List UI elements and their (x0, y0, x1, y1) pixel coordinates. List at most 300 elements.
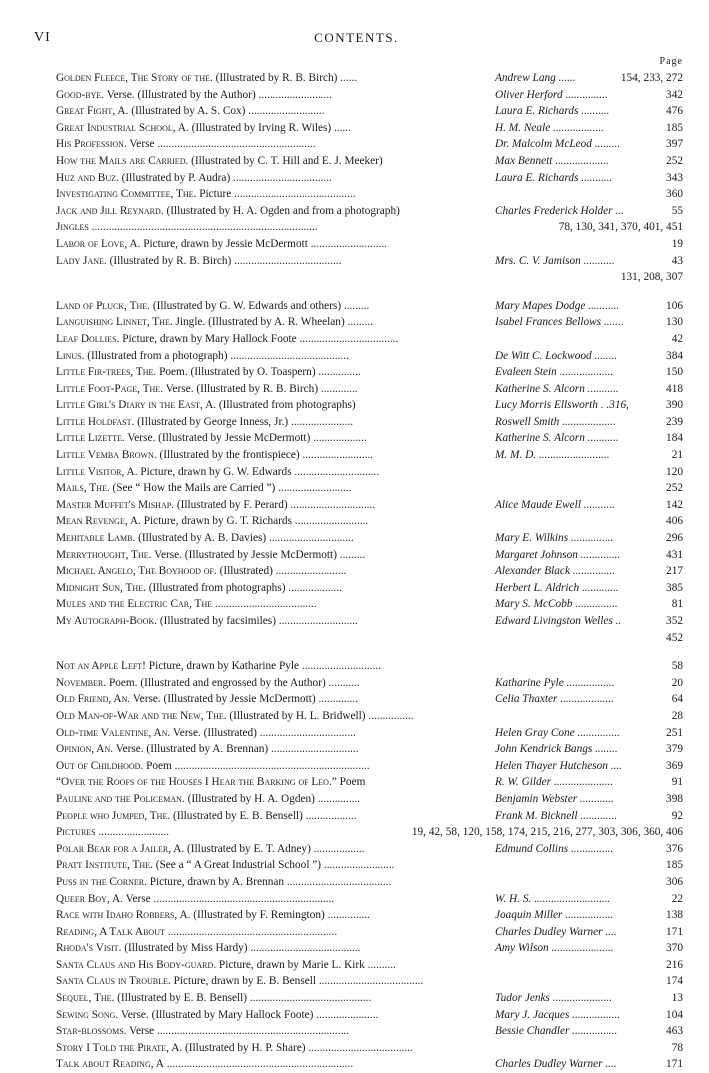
entry-description: Verse. (Illustrated by Jessie McDermott) .............. (132, 693, 359, 706)
entry-pages: 20 (671, 676, 683, 689)
toc-entry (56, 563, 683, 580)
entry-author: R. W. Gilder ..................... (495, 776, 614, 789)
entry-title: Good-bye. (56, 88, 105, 101)
entry-title-line (56, 186, 355, 203)
entry-description: Verse. (Illustrated by Jessie McDermott) ......... (154, 548, 366, 561)
toc-entry (56, 314, 683, 331)
toc-entry (56, 924, 683, 941)
entry-title-line (56, 563, 346, 580)
entry-author: Celia Thaxter ................... (495, 693, 614, 706)
entry-title-line (56, 87, 332, 104)
entry-description: Verse. (Illustrated by Mary Hallock Foote) ...................... (120, 1008, 379, 1021)
entry-pages: 142 (666, 498, 683, 511)
entry-description: (Illustrated by Miss Hardy) ....................................... (124, 942, 361, 955)
entry-title-line (56, 447, 373, 464)
entry-title-line (56, 298, 369, 315)
toc-entry (56, 691, 683, 708)
entry-author: Alexander Black ............... (495, 565, 616, 578)
entry-pages: 150 (666, 366, 683, 379)
entry-pages: 369 (666, 759, 683, 772)
entry-author: Herbert L. Aldrich ............. (495, 581, 619, 594)
entry-pages: 154, 233, 272 (620, 72, 683, 84)
entry-author: Roswell Smith ................... (495, 415, 616, 428)
entry-description: Poem. (Illustrated and engrossed by the Author) ........... (108, 676, 360, 689)
entry-title: Queer Boy, A. (56, 892, 123, 905)
toc-entry (56, 70, 683, 87)
entry-author: Max Bennett ................... (495, 154, 609, 167)
entry-pages: 55 (671, 204, 683, 217)
toc-entry (56, 708, 683, 725)
entry-description: (Illustrated by F. Remington) ............... (193, 909, 370, 922)
toc-entry (56, 298, 683, 315)
entry-title: Little Girl's Diary in the East, A. (56, 399, 217, 412)
entry-description: Verse .................................................................... (129, 1025, 350, 1038)
entry-author: Katherine S. Alcorn ........... (495, 382, 619, 395)
entry-description: (Illustrated by H. P. Share) ..................................... (185, 1041, 413, 1054)
entry-description: (Illustrated by C. T. Hill and E. J. Meeker) (191, 154, 383, 167)
entry-description: (See a “ A Great Industrial School ”) ......................... (155, 859, 395, 872)
toc-entry (56, 940, 683, 957)
entry-pages: 360 (666, 188, 683, 201)
entry-title-line (56, 924, 337, 941)
entry-author: Edmund Collins ............... (495, 842, 614, 855)
entry-pages: 78, 130, 341, 370, 401, 451 (558, 221, 683, 234)
toc-entry (56, 513, 683, 530)
entry-description: (Illustrated by R. B. Birch) ...................................... (109, 254, 342, 267)
entry-title: Little Vemba Brown. (56, 449, 157, 462)
entry-author: Isabel Frances Bellows ....... (495, 316, 624, 329)
entry-title: Golden Fleece, The Story of the. (56, 72, 213, 84)
entry-pages: 184 (666, 432, 683, 445)
toc-entry (56, 658, 683, 675)
entry-title-line (56, 1007, 378, 1024)
entry-title-line (56, 219, 318, 236)
entry-author: H. M. Neale .................. (495, 121, 604, 134)
toc-entry (56, 774, 683, 791)
toc-entry (56, 891, 683, 908)
entry-title: His Profession. (56, 138, 127, 151)
entry-description: (Illustrated by A. B. Davies) .............................. (138, 532, 354, 545)
entry-author: Alice Maude Ewell ........... (495, 498, 615, 511)
entry-pages: 452 (666, 631, 683, 644)
entry-pages: 306 (666, 875, 683, 888)
entry-author: Katharine Pyle ................. (495, 676, 615, 689)
entry-pages: 370 (666, 942, 683, 955)
entry-title-line (56, 464, 379, 481)
entry-description: Picture, drawn by Marie L. Kirk .......... (218, 958, 396, 971)
toc-entry (56, 907, 683, 924)
toc-entry (56, 725, 683, 742)
entry-title-line (56, 414, 353, 431)
entry-title-line (56, 397, 356, 414)
entry-description: (Illustrated) ......................... (219, 565, 347, 578)
entry-description: (Illustrated by P. Audra) ................................... (121, 171, 332, 184)
entry-pages: 379 (666, 743, 683, 756)
entry-pages: 78 (671, 1041, 683, 1054)
entry-title-line (56, 658, 381, 675)
entry-author: Bessie Chandler ................ (495, 1025, 618, 1038)
entry-description: ................................................................................ (91, 221, 318, 234)
entry-title: Santa Claus and His Body-guard. (56, 958, 217, 971)
toc-entry (56, 153, 683, 170)
entry-title: Sequel, The. (56, 992, 115, 1005)
entry-description: Picture, drawn by G. T. Richards .......................... (143, 515, 369, 528)
entry-title: Little Visitor, A. (56, 465, 138, 478)
entry-author: Amy Wilson ...................... (495, 942, 614, 955)
toc-entry (56, 236, 683, 253)
entry-description: (Illustrated by H. A. Ogden and from a photograph) (166, 204, 400, 217)
toc-entry (56, 136, 683, 153)
entry-title: Story I Told the Pirate, A. (56, 1041, 183, 1054)
toc-entry (56, 1023, 683, 1040)
entry-title-line (56, 725, 356, 742)
entry-title: Little Holdfast. (56, 415, 135, 428)
entry-description: Picture, drawn by Katharine Pyle ............................ (148, 660, 381, 673)
entry-author: Evaleen Stein ................... (495, 366, 614, 379)
toc-entry (56, 364, 683, 381)
toc-entry (56, 103, 683, 120)
entry-pages: 216 (666, 958, 683, 971)
entry-title: Puss in the Corner. (56, 875, 147, 888)
page-column-label: Page (659, 56, 683, 67)
toc-entry (56, 414, 683, 431)
entry-pages: 28 (671, 709, 683, 722)
entry-pages: 385 (666, 581, 683, 594)
toc-entry (56, 530, 683, 547)
entry-pages: 342 (666, 88, 683, 101)
toc-entry (56, 170, 683, 187)
entry-pages: 106 (666, 299, 683, 312)
entry-title-line (56, 480, 352, 497)
entry-author: Mary E. Wilkins ............... (495, 532, 614, 545)
entry-author: Laura E. Richards .......... (495, 105, 610, 118)
toc-entry (56, 331, 683, 348)
entry-pages: 42 (671, 332, 683, 345)
table-of-contents (56, 70, 683, 1073)
entry-title-line (56, 940, 361, 957)
toc-entry (56, 596, 683, 613)
entry-description: (Illustrated from photographs) (218, 399, 356, 412)
toc-entry (56, 203, 683, 220)
entry-title-line (56, 120, 351, 137)
entry-title: Sewing Song. (56, 1008, 119, 1021)
toc-section-2 (56, 298, 683, 646)
entry-title: Star-blossoms. (56, 1025, 127, 1038)
entry-author: W. H. S. ........................... (495, 892, 611, 905)
entry-description: (Illustrated by E. B. Bensell) .................. (173, 809, 357, 822)
entry-description: (See “ How the Mails are Carried ”) .......................... (112, 482, 352, 495)
entry-title: Talk about Reading, A (56, 1058, 164, 1071)
entry-title-line (56, 314, 373, 331)
entry-title: Linus. (56, 349, 85, 362)
entry-title-line (56, 857, 395, 874)
entry-title: Lady Jane. (56, 254, 107, 267)
entry-description: Verse. (Illustrated) .................................. (172, 726, 356, 739)
entry-author: Katherine S. Alcorn ........... (495, 432, 619, 445)
entry-author: Laura E. Richards ........... (495, 171, 613, 184)
toc-entry (56, 348, 683, 365)
entry-title-line (56, 381, 358, 398)
entry-author: Helen Thayer Hutcheson .... (495, 759, 623, 772)
entry-pages: 174 (666, 975, 683, 988)
entry-title: People who Jumped, The. (56, 809, 171, 822)
entry-title-line (56, 430, 367, 447)
entry-title: Little Lizette. (56, 432, 125, 445)
entry-pages: 390 (666, 399, 683, 412)
toc-entry (56, 808, 683, 825)
entry-pages: 398 (666, 792, 683, 805)
entry-title-line (56, 236, 387, 253)
entry-author: M. M. D. ......................... (495, 449, 610, 462)
entry-pages: 185 (666, 121, 683, 134)
entry-author: Andrew Lang ...... (495, 72, 576, 84)
entry-title-line (56, 675, 360, 692)
entry-pages: 463 (666, 1025, 683, 1038)
section-gap (56, 646, 683, 658)
entry-description: (Illustrated by A. S. Cox) ........................... (131, 105, 325, 118)
entry-pages: 91 (671, 776, 683, 789)
entry-pages: 217 (666, 565, 683, 578)
entry-author: Charles Dudley Warner .... (495, 1058, 617, 1071)
entry-description: Picture, drawn by E. B. Bensell ..................................... (173, 975, 424, 988)
entry-description: (Illustrated by facsimiles) ............................ (159, 615, 358, 627)
page-title: CONTENTS. (314, 30, 399, 45)
toc-entry (56, 1056, 683, 1073)
entry-title: Great Fight, A. (56, 105, 129, 118)
toc-entry (56, 464, 683, 481)
entry-author: Oliver Herford ............... (495, 88, 608, 101)
entry-title: Jack and Jill Reynard. (56, 204, 164, 217)
entry-title: Midnight Sun, The. (56, 581, 146, 594)
entry-title: November. (56, 676, 107, 689)
entry-title: Leaf Dollies. (56, 332, 120, 345)
entry-pages: 343 (666, 171, 683, 184)
toc-entry (56, 253, 683, 270)
entry-description: Jingle. (Illustrated by A. R. Wheelan) ......... (175, 316, 373, 329)
entry-title-line (56, 547, 365, 564)
entry-title-line (56, 103, 325, 120)
entry-title: Old-time Valentine, An. (56, 726, 171, 739)
entry-title-line (56, 596, 317, 613)
entry-title: Investigating Committee, The. (56, 188, 197, 201)
entry-pages: 92 (671, 809, 683, 822)
entry-title-line (56, 691, 358, 708)
entry-title: Pictures (56, 826, 96, 839)
entry-author: Edward Livingston Welles .. (495, 615, 622, 627)
entry-description: (Illustrated by H. A. Ogden) ............... (187, 792, 361, 805)
toc-entry (56, 381, 683, 398)
entry-title-line (56, 990, 371, 1007)
entry-pages: 171 (666, 925, 683, 938)
entry-title: Rhoda's Visit. (56, 942, 122, 955)
entry-title: Little Foot-Page, The. (56, 382, 163, 395)
entry-title-line (56, 170, 332, 187)
entry-author: Charles Dudley Warner .... (495, 925, 617, 938)
entry-title: How the Mails are Carried. (56, 154, 189, 167)
entry-pages: 19 (671, 237, 683, 250)
toc-section-3 (56, 658, 683, 1073)
entry-description: (Illustrated from a photograph) .......................................... (87, 349, 349, 362)
entry-pages: 43 (671, 254, 683, 267)
entry-pages: 58 (671, 660, 683, 673)
toc-entry (56, 990, 683, 1007)
entry-title-line (56, 891, 334, 908)
entry-title: Jingles (56, 221, 89, 234)
toc-entry (56, 1040, 683, 1057)
entry-author: Frank M. Bicknell ............. (495, 809, 618, 822)
toc-entry (56, 497, 683, 514)
entry-description: (Illustrated by G. W. Edwards and others) ......... (152, 299, 370, 312)
entry-title-line (56, 70, 357, 87)
entry-title: Mean Revenge, A. (56, 515, 141, 528)
entry-description: Verse. (Illustrated by Jessie McDermott) ................... (127, 432, 367, 445)
toc-entry (56, 613, 683, 630)
toc-entry (56, 957, 683, 974)
toc-entry (56, 397, 683, 414)
page-header (34, 30, 679, 50)
entry-title: Labor of Love, A. (56, 237, 141, 250)
toc-entry (56, 675, 683, 692)
entry-author: John Kendrick Bangs ........ (495, 743, 618, 756)
entry-description: Verse. (Illustrated by A. Brennan) ............................... (115, 743, 359, 756)
entry-title-line (56, 774, 365, 791)
entry-description: Poem. (Illustrated by O. Toaspern) ............... (159, 366, 361, 379)
entry-title-line (56, 136, 315, 153)
entry-description: (Illustrated by Irving R. Wiles) ...... (191, 121, 351, 134)
entry-pages: 131, 208, 307 (620, 271, 683, 284)
toc-entry (56, 630, 683, 647)
entry-pages: 130 (666, 316, 683, 329)
toc-entry (56, 219, 683, 236)
entry-title-line (56, 331, 398, 348)
entry-author: Mary J. Jacques ................. (495, 1008, 621, 1021)
toc-entry (56, 87, 683, 104)
entry-description: Picture, drawn by Jessie McDermott ........................... (143, 237, 387, 250)
entry-pages: 418 (666, 382, 683, 395)
section-gap (56, 286, 683, 298)
entry-title: Huz and Buz. (56, 171, 119, 184)
entry-pages: 376 (666, 842, 683, 855)
entry-title-line (56, 973, 423, 990)
entry-title-line (56, 497, 375, 514)
toc-entry (56, 741, 683, 758)
entry-author: Mary S. McCobb ............... (495, 598, 618, 611)
entry-title: Great Industrial School, A. (56, 121, 189, 134)
entry-title-line (56, 907, 370, 924)
toc-entry (56, 547, 683, 564)
entry-author: Benjamin Webster ............ (495, 792, 614, 805)
entry-pages: 476 (666, 105, 683, 118)
entry-description: (Illustrated by R. B. Birch) ...... (215, 72, 358, 84)
entry-pages: 120 (666, 465, 683, 478)
entry-pages: 384 (666, 349, 683, 362)
entry-description: ......................... (98, 826, 170, 839)
entry-title-line (56, 153, 383, 170)
entry-pages: 251 (666, 726, 683, 739)
entry-author: Helen Gray Cone ............... (495, 726, 620, 739)
entry-pages: 239 (666, 415, 683, 428)
entry-title: Languishing Linnet, The. (56, 316, 173, 329)
entry-title: Michael Angelo, The Boyhood of. (56, 565, 217, 578)
entry-description: (Illustrated by F. Perard) .............................. (176, 498, 376, 511)
entry-description: Picture, drawn by A. Brennan ..................................... (149, 875, 392, 888)
entry-title-line (56, 530, 354, 547)
entry-description: Picture ........................................... (199, 188, 356, 201)
entry-title: Pratt Institute, The. (56, 859, 153, 872)
entry-description: (Illustrated by H. L. Bridwell) ................ (229, 709, 414, 722)
entry-title-line (56, 808, 357, 825)
entry-pages: 171 (666, 1058, 683, 1071)
entry-author: Charles Frederick Holder ... (495, 204, 624, 217)
toc-entry (56, 120, 683, 137)
toc-entry (56, 874, 683, 891)
entry-author: De Witt C. Lockwood ........ (495, 349, 618, 362)
entry-pages: 81 (671, 598, 683, 611)
entry-pages: 13 (671, 992, 683, 1005)
entry-title: Master Muffet's Mishap. (56, 498, 174, 511)
entry-title-line (56, 791, 360, 808)
entry-pages: 296 (666, 532, 683, 545)
entry-pages: 138 (666, 909, 683, 922)
entry-description: (Illustrated from photographs) ................... (148, 581, 342, 594)
entry-author: Tudor Jenks ..................... (495, 992, 613, 1005)
entry-title-line (56, 1023, 349, 1040)
entry-title: Not an Apple Left! (56, 660, 146, 673)
entry-title: Merrythought, The. (56, 548, 152, 561)
toc-entry (56, 1007, 683, 1024)
entry-title-line (56, 874, 391, 891)
entry-pages: 104 (666, 1008, 683, 1021)
entry-author: Mrs. C. V. Jamison ........... (495, 254, 615, 267)
entry-title-line (56, 348, 349, 365)
toc-entry (56, 269, 683, 286)
entry-pages: 352 (666, 615, 683, 627)
entry-title-line (56, 708, 414, 725)
entry-title: Polar Bear for a Jailer, A. (56, 842, 185, 855)
entry-description: (Illustrated by George Inness, Jr.) ...................... (137, 415, 354, 428)
entry-description: Picture, drawn by Mary Hallock Foote ................................... (122, 332, 399, 345)
entry-pages: 406 (666, 515, 683, 528)
entry-title-line (56, 1056, 353, 1073)
entry-title-line (56, 580, 342, 597)
entry-title: Land of Pluck, The. (56, 299, 151, 312)
toc-entry (56, 580, 683, 597)
entry-pages: 431 (666, 548, 683, 561)
entry-title: Santa Claus in Trouble. (56, 975, 171, 988)
entry-title-line (56, 513, 368, 530)
entry-title: Old Man-of-War and the New, The. (56, 709, 227, 722)
entry-description: .................................... (214, 598, 317, 611)
entry-description: (Illustrated by the frontispiece) ......................... (159, 449, 374, 462)
entry-pages: 252 (666, 482, 683, 495)
toc-entry (56, 857, 683, 874)
entry-title: Mails, The. (56, 482, 110, 495)
entry-title: My Autograph-Book. (56, 615, 158, 627)
entry-pages: 64 (671, 693, 683, 706)
entry-title-line (56, 203, 400, 220)
toc-entry (56, 480, 683, 497)
entry-description: Verse. (Illustrated by the Author) .......................... (106, 88, 332, 101)
toc-entry (56, 791, 683, 808)
toc-entry (56, 824, 683, 841)
entry-description: Poem ..................................................................... (146, 759, 370, 772)
entry-title-line (56, 841, 365, 858)
entry-description: Picture, drawn by G. W. Edwards .............................. (140, 465, 380, 478)
entry-title-line (56, 741, 359, 758)
toc-entry (56, 973, 683, 990)
entry-description: (Illustrated by E. T. Adney) .................. (187, 842, 365, 855)
toc-entry (56, 841, 683, 858)
